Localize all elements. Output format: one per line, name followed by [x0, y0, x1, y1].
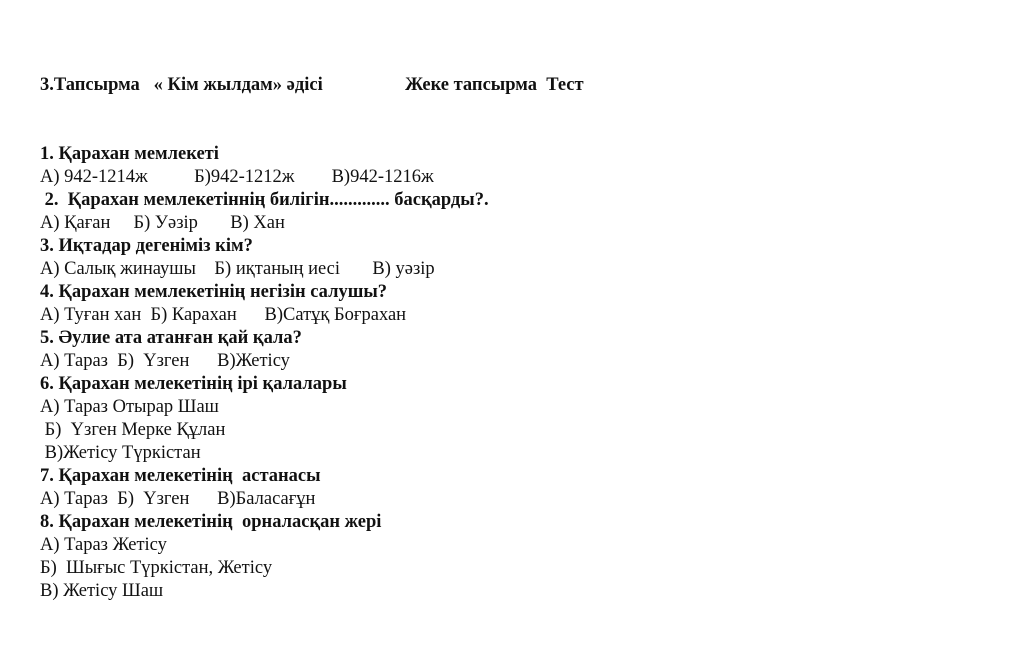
question-line: 7. Қарахан мелекетінің астанасы — [40, 466, 321, 486]
answer-options-line: Б) Үзген Мерке Құлан — [40, 420, 226, 440]
answer-options-line: А) Қаған Б) Уәзір В) Хан — [40, 213, 285, 233]
question-line: 1. Қарахан мемлекеті — [40, 144, 219, 164]
answer-options-line: А) Салық жинаушы Б) иқтаның иесі В) уәзір — [40, 259, 435, 279]
question-line: 2. Қарахан мемлекетіннің билігін............. басқарды?. — [40, 190, 489, 210]
answer-options-line: А) Туған хан Б) Карахан В)Сатұқ Боғрахан — [40, 305, 407, 325]
answer-options-line: А) Тараз Жетісу — [40, 535, 167, 555]
question-line: 3. Иқтадар дегеніміз кім? — [40, 236, 253, 256]
answer-options-line: А) 942-1214ж Б)942-1212ж В)942-1216ж — [40, 167, 434, 187]
answer-options-line: В) Жетісу Шаш — [40, 581, 164, 601]
task-title: 3.Тапсырма « Кім жылдам» әдісі — [40, 75, 323, 95]
question-line: 5. Әулие ата атанған қай қала? — [40, 328, 302, 348]
task-type: Жеке тапсырма Тест — [405, 75, 584, 95]
answer-options-line: А) Тараз Б) Үзген В)Жетісу — [40, 351, 290, 371]
test-worksheet — [40, 28, 584, 649]
question-list — [40, 143, 584, 603]
answer-options-line: В)Жетісу Түркістан — [40, 443, 201, 463]
header-line — [40, 74, 584, 97]
question-line: 6. Қарахан мелекетінің ірі қалалары — [40, 374, 347, 394]
question-line: 4. Қарахан мемлекетінің негізін салушы? — [40, 282, 388, 302]
answer-options-line: А) Тараз Б) Үзген В)Баласағұн — [40, 489, 316, 509]
answer-options-line: Б) Шығыс Түркістан, Жетісу — [40, 558, 273, 578]
answer-options-line: А) Тараз Отырар Шаш — [40, 397, 219, 417]
question-line: 8. Қарахан мелекетінің орналасқан жері — [40, 512, 382, 532]
